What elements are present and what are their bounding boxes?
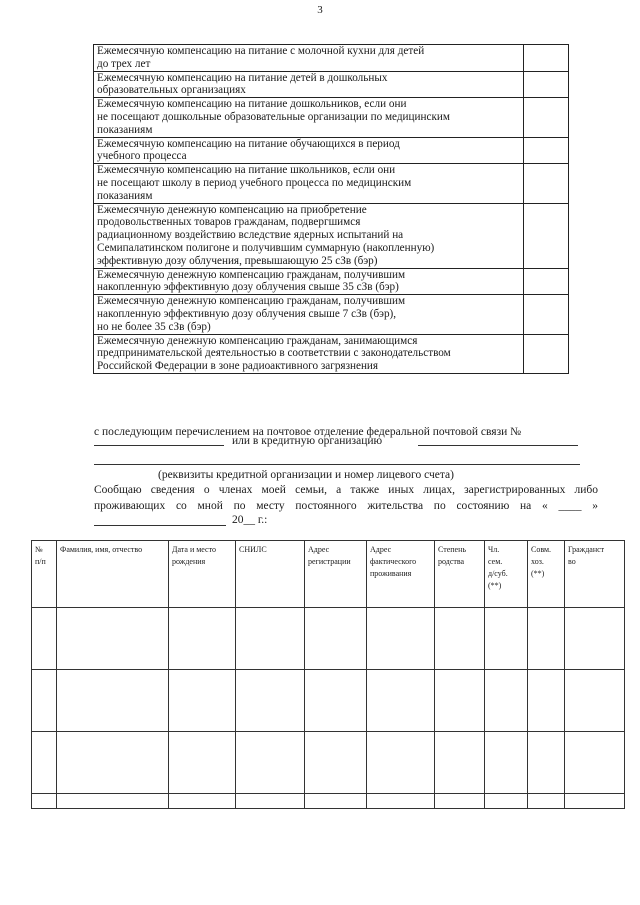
compensation-select-cell[interactable] xyxy=(524,334,569,373)
bank-details-caption: (реквизиты кредитной организации и номер лицевого счета) xyxy=(158,469,454,481)
table-cell[interactable] xyxy=(305,670,367,732)
table-cell[interactable] xyxy=(435,794,485,809)
compensation-row xyxy=(94,164,569,203)
compensation-select-cell[interactable] xyxy=(524,71,569,98)
compensation-select-cell[interactable] xyxy=(524,137,569,164)
compensation-select-cell[interactable] xyxy=(524,203,569,268)
table-cell[interactable] xyxy=(57,670,169,732)
postal-number-blank[interactable] xyxy=(94,445,224,446)
table-cell[interactable] xyxy=(435,670,485,732)
table-row xyxy=(32,670,625,732)
table-cell[interactable] xyxy=(32,670,57,732)
compensation-row xyxy=(94,295,569,334)
compensation-type-text: Ежемесячную компенсацию на питание дошкольников, если они не посещают дошкольные образовательные организации по медицинским показаниям xyxy=(94,98,524,137)
family-statement-line-1: Сообщаю сведения о членах моей семьи, а также иных лицах, зарегистрированных либо xyxy=(94,484,598,496)
table-cell[interactable] xyxy=(169,732,236,794)
table-cell[interactable] xyxy=(435,732,485,794)
compensation-type-text: Ежемесячную компенсацию на питание школьников, если они не посещают школу в период учебного процесса по медицинским показаниям xyxy=(94,164,524,203)
table-row xyxy=(32,608,625,670)
date-blank[interactable] xyxy=(94,525,226,526)
family-members-table xyxy=(31,540,625,809)
table-cell[interactable] xyxy=(528,670,565,732)
compensation-select-cell[interactable] xyxy=(524,45,569,72)
table-row xyxy=(32,732,625,794)
compensation-row xyxy=(94,71,569,98)
table-cell[interactable] xyxy=(236,794,305,809)
bank-details-field[interactable] xyxy=(94,464,580,465)
column-header-number: № п/п xyxy=(32,541,57,608)
postal-office-line: с последующим перечислением на почтовое отделение федеральной почтовой связи № xyxy=(94,426,522,438)
compensation-row xyxy=(94,334,569,373)
compensation-row xyxy=(94,137,569,164)
table-cell[interactable] xyxy=(367,732,435,794)
table-cell[interactable] xyxy=(305,794,367,809)
table-cell[interactable] xyxy=(485,670,528,732)
table-cell[interactable] xyxy=(169,670,236,732)
column-header-full-name: Фамилия, имя, отчество xyxy=(57,541,169,608)
table-cell[interactable] xyxy=(485,794,528,809)
table-cell[interactable] xyxy=(367,670,435,732)
table-cell[interactable] xyxy=(236,670,305,732)
table-cell[interactable] xyxy=(236,608,305,670)
table-cell[interactable] xyxy=(565,670,625,732)
table-cell[interactable] xyxy=(57,794,169,809)
compensation-types-table xyxy=(93,44,569,374)
table-cell[interactable] xyxy=(435,608,485,670)
compensation-type-text: Ежемесячную компенсацию на питание детей в дошкольных образовательных организациях xyxy=(94,71,524,98)
compensation-type-text: Ежемесячную денежную компенсацию на приобретение продовольственных товаров гражданам, подвергшимся радиационному воздействию вследствие ядерных испытаний на Семипалатинском полигоне и получившим суммарную (накопленную) эффективную дозу облучения, превышающую 25 сЗв (бэр) xyxy=(94,203,524,268)
compensation-select-cell[interactable] xyxy=(524,268,569,295)
column-header-birth-date-place: Дата и место рождения xyxy=(169,541,236,608)
table-cell[interactable] xyxy=(565,608,625,670)
compensation-type-text: Ежемесячную денежную компенсацию гражданам, получившим накопленную эффективную дозу облучения свыше 7 сЗв (бэр), но не более 35 сЗв (бэр) xyxy=(94,295,524,334)
compensation-row xyxy=(94,203,569,268)
table-cell[interactable] xyxy=(305,608,367,670)
compensation-type-text: Ежемесячную денежную компенсацию гражданам, занимающимся предпринимательской деятельностью в соответствии с законодательством Российской Федерации в зоне радиоактивного загрязнения xyxy=(94,334,524,373)
table-cell[interactable] xyxy=(305,732,367,794)
compensation-select-cell[interactable] xyxy=(524,98,569,137)
table-cell[interactable] xyxy=(485,608,528,670)
credit-organization-text: или в кредитную организацию xyxy=(232,435,383,447)
table-cell[interactable] xyxy=(32,608,57,670)
table-cell[interactable] xyxy=(169,794,236,809)
table-cell[interactable] xyxy=(57,608,169,670)
family-statement-line-2: проживающих со мной по месту постоянного жительства по состоянию на « ____ » xyxy=(94,500,598,512)
column-header-citizenship: Гражданст во xyxy=(565,541,625,608)
table-cell[interactable] xyxy=(57,732,169,794)
table-cell[interactable] xyxy=(367,794,435,809)
table-cell[interactable] xyxy=(528,794,565,809)
table-cell[interactable] xyxy=(565,732,625,794)
table-cell[interactable] xyxy=(565,794,625,809)
compensation-type-text: Ежемесячную компенсацию на питание с молочной кухни для детей до трех лет xyxy=(94,45,524,72)
compensation-select-cell[interactable] xyxy=(524,295,569,334)
column-header-family-member: Чл. сем. д/суб. (**) xyxy=(485,541,528,608)
compensation-type-text: Ежемесячную компенсацию на питание обучающихся в период учебного процесса xyxy=(94,137,524,164)
compensation-row xyxy=(94,45,569,72)
column-header-actual-address: Адрес фактического проживания xyxy=(367,541,435,608)
table-cell[interactable] xyxy=(528,608,565,670)
column-header-registration-address: Адрес регистрации xyxy=(305,541,367,608)
column-header-snils: СНИЛС xyxy=(236,541,305,608)
table-cell[interactable] xyxy=(236,732,305,794)
compensation-row xyxy=(94,268,569,295)
compensation-row xyxy=(94,98,569,137)
column-header-relationship: Степень родства xyxy=(435,541,485,608)
table-cell[interactable] xyxy=(32,794,57,809)
page-number: 3 xyxy=(317,4,323,16)
compensation-type-text: Ежемесячную денежную компенсацию гражданам, получившим накопленную эффективную дозу облучения свыше 35 сЗв (бэр) xyxy=(94,268,524,295)
table-cell[interactable] xyxy=(169,608,236,670)
table-cell[interactable] xyxy=(32,732,57,794)
compensation-select-cell[interactable] xyxy=(524,164,569,203)
table-cell[interactable] xyxy=(485,732,528,794)
table-cell[interactable] xyxy=(367,608,435,670)
table-cell[interactable] xyxy=(528,732,565,794)
column-header-joint-household: Совм. хоз. (**) xyxy=(528,541,565,608)
table-row xyxy=(32,794,625,809)
date-year-suffix: 20__ г.: xyxy=(232,514,268,526)
credit-organization-blank[interactable] xyxy=(418,445,578,446)
